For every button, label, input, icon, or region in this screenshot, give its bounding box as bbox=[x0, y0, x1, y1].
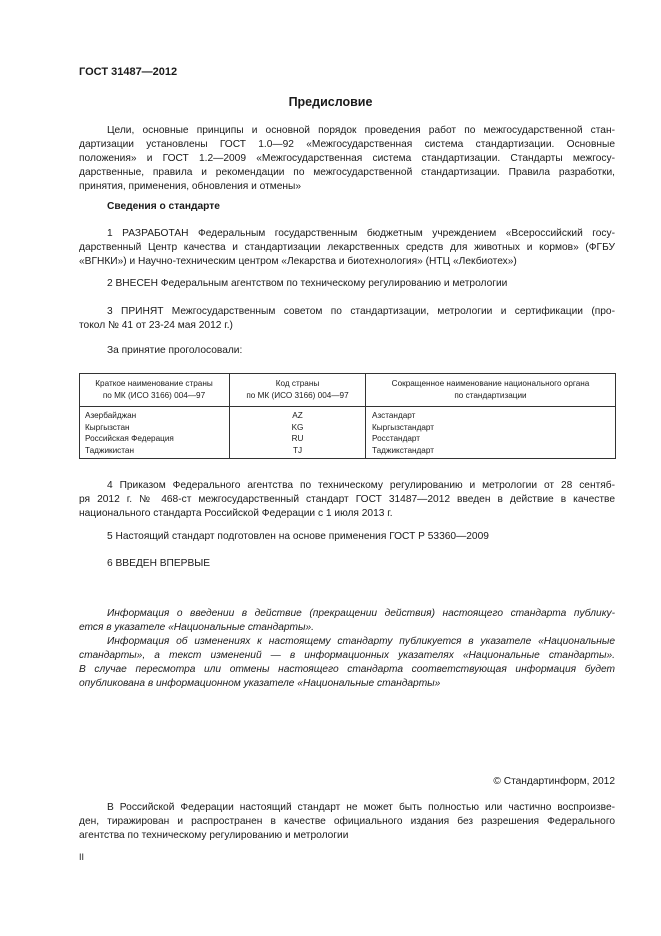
document-header: ГОСТ 31487—2012 bbox=[79, 66, 178, 78]
item-5: 5 Настоящий стандарт подготовлен на основе применения ГОСТ Р 53360—2009 bbox=[107, 531, 489, 542]
notice-changes bbox=[79, 635, 615, 691]
item-2: 2 ВНЕСЕН Федеральным агентством по техническому регулированию и метрологии bbox=[107, 278, 508, 289]
notice-line: ется в указателе «Национальные стандарты». bbox=[79, 622, 315, 633]
item-1 bbox=[79, 227, 615, 269]
code-cell: TJ bbox=[230, 445, 366, 459]
rights-paragraph bbox=[79, 801, 615, 843]
body-cell: Азстандарт bbox=[366, 407, 616, 422]
header-line: Код страны bbox=[275, 379, 320, 388]
item-4-line: 4 Приказом Федерального агентства по техническому регулированию и метрологии от 28 сентяб- bbox=[107, 480, 615, 491]
body-cell: Кыргызстандарт bbox=[366, 422, 616, 434]
rights-line: В Российской Федерации настоящий стандарт не может быть полностью или частично воспроизве- bbox=[107, 802, 615, 813]
rights-line: агентства по техническому регулированию и метрологии bbox=[79, 830, 349, 841]
item-4-line: ря 2012 г. № 468-ст межгосударственный стандарт ГОСТ 31487—2012 введен в действие в качестве bbox=[79, 494, 615, 505]
table-header-code bbox=[230, 374, 366, 407]
header-line: по МК (ИСО 3166) 004—97 bbox=[246, 391, 349, 400]
code-cell: KG bbox=[230, 422, 366, 434]
notice-line: стандарты», а текст изменений — в информационных указателях «Национальные стандарты». bbox=[79, 650, 615, 661]
page-number: II bbox=[79, 852, 85, 862]
item-3 bbox=[79, 305, 615, 333]
code-cell: RU bbox=[230, 433, 366, 445]
item-4-line: национального стандарта Российской Федерации с 1 июля 2013 г. bbox=[79, 508, 393, 519]
intro-line: Цели, основные принципы и основной порядок проведения работ по межгосударственной стан- bbox=[107, 125, 615, 136]
notice-line: опубликована в информационном указателе «Национальные стандарты» bbox=[79, 678, 441, 689]
rights-line: ден, тиражирован и распространен в качестве официального издания без разрешения Федерального bbox=[79, 816, 615, 827]
item-1-line: дарственный Центр качества и стандартизации лекарственных средств для животных и кормов» (ФГБУ bbox=[79, 242, 615, 253]
notice-line: Информация о введении в действие (прекращении действия) настоящего стандарта публику- bbox=[107, 608, 615, 619]
body-cell: Росстандарт bbox=[366, 433, 616, 445]
copyright: © Стандартинформ, 2012 bbox=[493, 776, 615, 787]
intro-paragraph bbox=[79, 124, 615, 194]
header-line: по МК (ИСО 3166) 004—97 bbox=[102, 391, 206, 400]
country-cell: Кыргызстан bbox=[85, 422, 130, 432]
item-1-line: «ВГНКИ») и Научно-техническим центром «Лекарства и биотехнология» (НТЦ «Лекбиотех») bbox=[79, 256, 517, 267]
voted-label: За принятие проголосовали: bbox=[107, 345, 243, 356]
header-line: Краткое наименование страны bbox=[95, 379, 213, 388]
notice-line: Информация об изменениях к настоящему стандарту публикуется в указателе «Национальные bbox=[107, 636, 615, 647]
item-4 bbox=[79, 479, 615, 521]
intro-line: принятия, применения, обновления и отмены» bbox=[79, 181, 302, 192]
body-cell: Таджикстандарт bbox=[366, 445, 616, 459]
country-cell: Таджикистан bbox=[85, 445, 134, 455]
intro-line: дартизации установлены ГОСТ 1.0—92 «Межгосударственная система стандартизации. Основные bbox=[79, 139, 615, 150]
voting-table bbox=[79, 373, 615, 459]
table-row bbox=[79, 433, 615, 445]
notice-line: В случае пересмотра или отмены настоящего стандарта соответствующая информация будет bbox=[79, 664, 615, 675]
table-row bbox=[79, 422, 615, 434]
table-row bbox=[79, 407, 615, 422]
notice-introduction bbox=[79, 607, 615, 635]
table-row bbox=[79, 445, 615, 459]
item-3-line: 3 ПРИНЯТ Межгосударственным советом по стандартизации, метрологии и сертификации (про- bbox=[107, 306, 615, 317]
item-1-line: 1 РАЗРАБОТАН Федеральным государственным бюджетным учреждением «Всероссийский госу- bbox=[107, 228, 615, 239]
header-line: Сокращенное наименование национального органа bbox=[391, 379, 590, 388]
intro-line: положения» и ГОСТ 1.2—2009 «Межгосударственная система стандартизации. Стандарты межгосу- bbox=[79, 153, 615, 164]
item-6: 6 ВВЕДЕН ВПЕРВЫЕ bbox=[107, 558, 211, 569]
section-heading: Сведения о стандарте bbox=[107, 201, 220, 212]
item-3-line: токол № 41 от 23-24 мая 2012 г.) bbox=[79, 320, 233, 331]
header-line: по стандартизации bbox=[454, 391, 527, 400]
intro-line: дарственные, правила и рекомендации по межгосударственной стандартизации. Правила разработки, bbox=[79, 167, 615, 178]
table-header-country bbox=[79, 374, 230, 407]
page-title: Предисловие bbox=[288, 95, 373, 109]
code-cell: AZ bbox=[230, 407, 366, 422]
table-header-body bbox=[366, 374, 616, 407]
country-cell: Азербайджан bbox=[85, 411, 137, 420]
country-cell: Российская Федерация bbox=[85, 434, 174, 443]
